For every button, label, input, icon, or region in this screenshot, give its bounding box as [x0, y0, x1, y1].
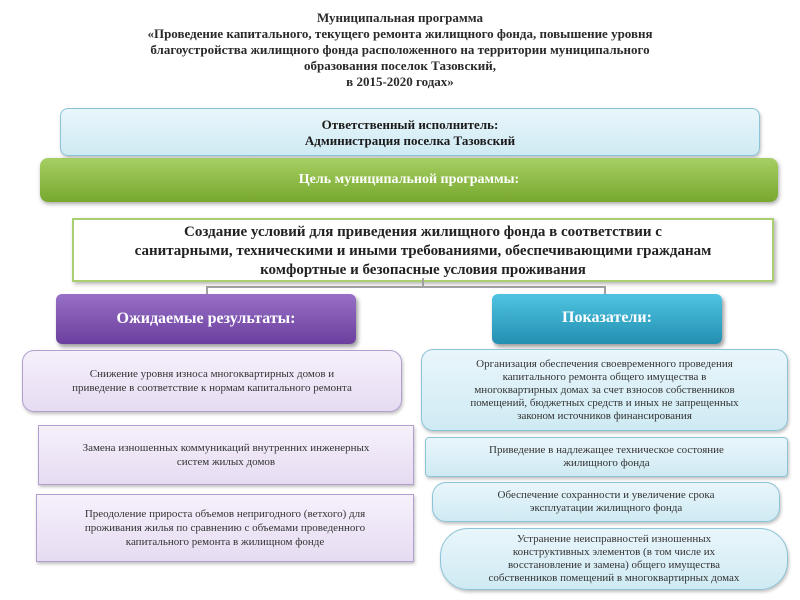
- indicator-2-line-2: жилищного фонда: [563, 457, 650, 469]
- indicator-4-line-2: конструктивных элементов (в том числе их: [512, 546, 716, 558]
- indicator-3-line-2: эксплуатации жилищного фонда: [529, 502, 683, 514]
- indicator-4-line-1: Устранение неисправностей изношенных: [516, 533, 712, 545]
- indicator-1-line-1: Организация обеспечения своевременного проведения: [476, 357, 733, 370]
- title-line-4: образования поселок Тазовский,: [304, 58, 496, 73]
- indicator-1-line-3: многоквартирных домах за счет взносов собственников: [474, 383, 735, 396]
- goal-line-3: комфортные и безопасные условия проживания: [260, 262, 586, 278]
- result-3-line-2: проживания жилья по сравнению с объемами проведенного: [84, 522, 366, 534]
- title-line-2: «Проведение капитального, текущего ремонта жилищного фонда, повышение уровня: [147, 26, 653, 41]
- executor-name: Администрация поселка Тазовский: [304, 133, 516, 148]
- indicator-1-line-2: капитального ремонта общего имущества в: [502, 370, 707, 383]
- program-title: [90, 10, 710, 90]
- result-2-line-1: Замена изношенных коммуникаций внутренних инженерных: [82, 442, 370, 454]
- goal-line-2: санитарными, техническими и иными требованиями, обеспечивающими гражданам: [134, 243, 712, 259]
- executor-label: Ответственный исполнитель:: [321, 117, 499, 132]
- indicator-1-line-4: помещений, бюджетных средств и иных не запрещенных: [470, 396, 739, 409]
- title-line-3: благоустройства жилищного фонда расположенного на территории муниципального: [150, 42, 650, 57]
- responsible-executor-box: [60, 108, 760, 156]
- connector-horizontal: [206, 286, 606, 288]
- goal-line-1: Создание условий для приведения жилищного фонда в соответствии с: [184, 224, 662, 240]
- indicator-3-line-1: Обеспечение сохранности и увеличение срока: [497, 489, 715, 501]
- indicator-4-line-3: восстановление и замена) общего имущества: [507, 559, 721, 571]
- result-2-line-2: систем жилых домов: [176, 456, 276, 468]
- indicator-4-line-4: собственников помещений в многоквартирных домах: [488, 572, 740, 584]
- result-item-2: [38, 425, 414, 485]
- indicator-1-line-5: законом источников финансирования: [517, 409, 692, 422]
- connector-center-vertical: [422, 278, 424, 288]
- title-line-5: в 2015-2020 годах»: [346, 74, 454, 89]
- indicator-2-line-1: Приведение в надлежащее техническое состояние: [489, 444, 724, 456]
- goal-statement-box: [72, 218, 774, 282]
- expected-results-heading: Ожидаемые результаты:: [56, 294, 356, 344]
- indicator-item-4: [440, 528, 788, 590]
- result-3-line-3: капитального ремонта в жилищном фонде: [125, 536, 325, 548]
- result-item-1: [22, 350, 402, 412]
- indicator-item-2: [425, 437, 788, 477]
- result-3-line-1: Преодоление прироста объемов непригодного (ветхого) для: [84, 508, 366, 520]
- title-line-1: Муниципальная программа: [316, 10, 484, 25]
- result-1-line-2: приведение в соответствие к нормам капитального ремонта: [72, 382, 352, 394]
- indicators-heading: Показатели:: [492, 294, 722, 344]
- result-1-line-1: Снижение уровня износа многоквартирных домов и: [89, 368, 335, 380]
- indicator-item-3: [432, 482, 780, 522]
- indicator-item-1: [421, 349, 788, 431]
- goal-banner: Цель муниципальной программы:: [40, 158, 778, 202]
- result-item-3: [36, 494, 414, 562]
